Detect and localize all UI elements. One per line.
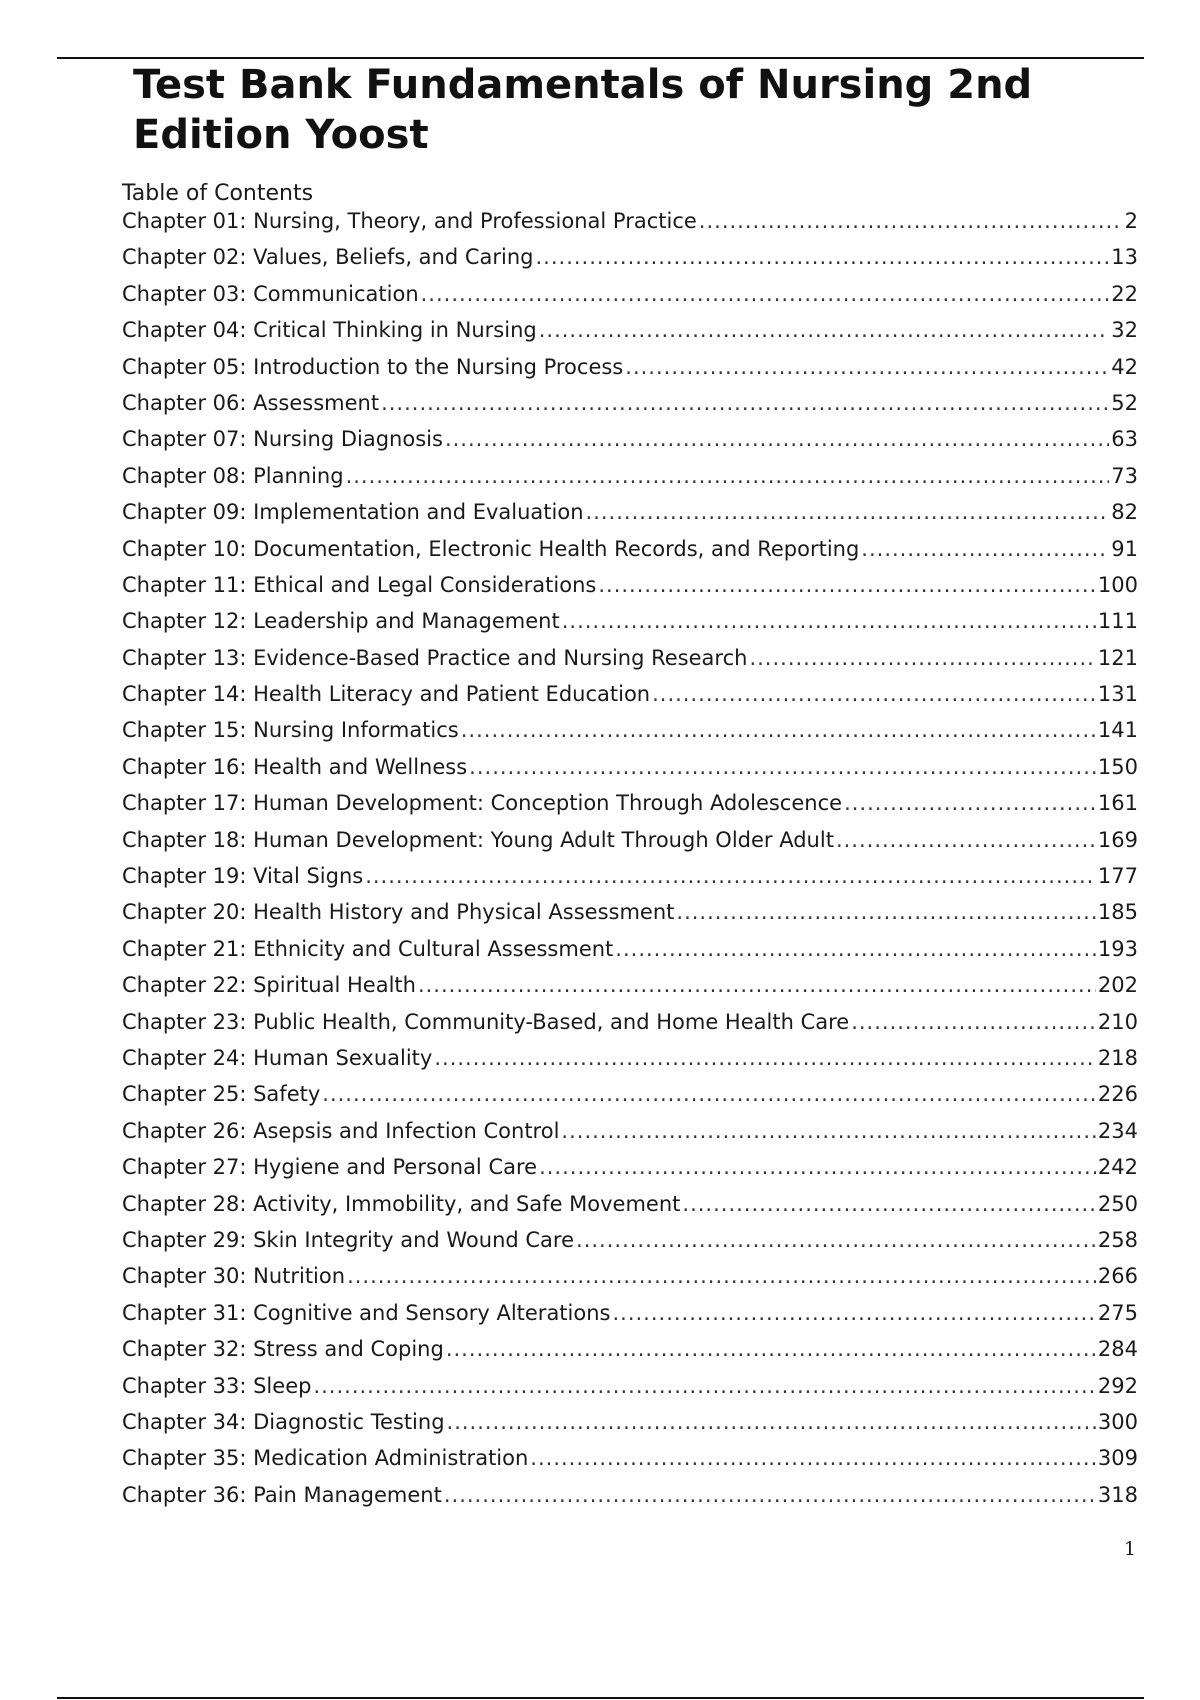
toc-dot-leader xyxy=(445,425,1109,453)
toc-entry-page: 91 xyxy=(1111,536,1138,561)
toc-entry-label: Chapter 25: Safety xyxy=(122,1082,321,1107)
toc-dot-leader xyxy=(586,498,1110,526)
toc-entry[interactable] xyxy=(122,1153,1138,1189)
toc-entry-page: 13 xyxy=(1111,245,1138,270)
toc-dot-leader xyxy=(447,1408,1096,1436)
toc-entry-label: Chapter 22: Spiritual Health xyxy=(122,973,416,998)
toc-entry[interactable] xyxy=(122,498,1138,534)
toc-entry-label: Chapter 04: Critical Thinking in Nursing xyxy=(122,318,537,343)
toc-dot-leader xyxy=(625,353,1109,381)
toc-entry[interactable] xyxy=(122,462,1138,498)
toc-dot-leader xyxy=(346,462,1110,490)
toc-dot-leader xyxy=(539,316,1110,344)
toc-entry[interactable] xyxy=(122,862,1138,898)
toc-entry-label: Chapter 05: Introduction to the Nursing Process xyxy=(122,354,624,379)
toc-entry-label: Chapter 27: Hygiene and Personal Care xyxy=(122,1155,538,1180)
toc-entry-page: 63 xyxy=(1111,427,1138,452)
toc-dot-leader xyxy=(444,1481,1096,1509)
toc-entry[interactable] xyxy=(122,1226,1138,1262)
toc-entry-label: Chapter 21: Ethnicity and Cultural Assessment xyxy=(122,936,614,961)
document-title: Test Bank Fundamentals of Nursing 2nd Edition Yoost xyxy=(133,62,1033,158)
toc-entry[interactable] xyxy=(122,1372,1138,1408)
toc-entry[interactable] xyxy=(122,1444,1138,1480)
toc-entry[interactable] xyxy=(122,1008,1138,1044)
toc-entry-page: 100 xyxy=(1097,572,1138,597)
toc-dot-leader xyxy=(381,389,1109,417)
toc-entry-label: Chapter 12: Leadership and Management xyxy=(122,609,560,634)
toc-entry[interactable] xyxy=(122,535,1138,571)
toc-entry-label: Chapter 34: Diagnostic Testing xyxy=(122,1409,445,1434)
toc-entry-label: Chapter 20: Health History and Physical Assessment xyxy=(122,900,675,925)
toc-dot-leader xyxy=(418,971,1096,999)
toc-entry-label: Chapter 18: Human Development: Young Adult Through Older Adult xyxy=(122,827,834,852)
toc-entry-page: 121 xyxy=(1097,645,1138,670)
toc-entry-page: 210 xyxy=(1097,1009,1138,1034)
toc-entry-label: Chapter 36: Pain Management xyxy=(122,1482,442,1507)
toc-entry-page: 32 xyxy=(1111,318,1138,343)
toc-entry[interactable] xyxy=(122,207,1138,243)
toc-entry-label: Chapter 32: Stress and Coping xyxy=(122,1337,444,1362)
toc-entry[interactable] xyxy=(122,716,1138,752)
toc-entry-page: 318 xyxy=(1097,1482,1138,1507)
toc-entry[interactable] xyxy=(122,1335,1138,1371)
toc-dot-leader xyxy=(539,1153,1096,1181)
toc-dot-leader xyxy=(446,1335,1096,1363)
toc-entry-page: 161 xyxy=(1097,791,1138,816)
toc-entry-label: Chapter 17: Human Development: Conception Through Adolescence xyxy=(122,791,843,816)
toc-entry[interactable] xyxy=(122,644,1138,680)
toc-entry-page: 131 xyxy=(1097,682,1138,707)
toc-entry-page: 111 xyxy=(1097,609,1138,634)
toc-entry[interactable] xyxy=(122,935,1138,971)
toc-entry[interactable] xyxy=(122,1190,1138,1226)
toc-entry-page: 292 xyxy=(1097,1373,1138,1398)
toc-dot-leader xyxy=(576,1226,1096,1254)
toc-entry-page: 185 xyxy=(1097,900,1138,925)
toc-entry-label: Chapter 28: Activity, Immobility, and Safe Movement xyxy=(122,1191,681,1216)
toc-dot-leader xyxy=(598,571,1096,599)
toc-entry[interactable] xyxy=(122,1044,1138,1080)
toc-dot-leader xyxy=(749,644,1095,672)
toc-entry-page: 234 xyxy=(1097,1118,1138,1143)
toc-entry[interactable] xyxy=(122,898,1138,934)
toc-entry-page: 42 xyxy=(1111,354,1138,379)
toc-entry-label: Chapter 10: Documentation, Electronic Health Records, and Reporting xyxy=(122,536,860,561)
bottom-rule xyxy=(57,1697,1144,1699)
toc-dot-leader xyxy=(530,1444,1096,1472)
toc-entry-label: Chapter 11: Ethical and Legal Considerations xyxy=(122,572,597,597)
toc-entry[interactable] xyxy=(122,1262,1138,1298)
toc-entry[interactable] xyxy=(122,1408,1138,1444)
toc-dot-leader xyxy=(561,1117,1095,1145)
toc-dot-leader xyxy=(536,243,1110,271)
toc-entry-label: Chapter 29: Skin Integrity and Wound Care xyxy=(122,1227,575,1252)
toc-entry-label: Chapter 19: Vital Signs xyxy=(122,864,364,889)
toc-entry-label: Chapter 30: Nutrition xyxy=(122,1264,346,1289)
toc-dot-leader xyxy=(322,1080,1096,1108)
page-number: 1 xyxy=(1123,1538,1136,1560)
toc-dot-leader xyxy=(861,535,1109,563)
toc-entry[interactable] xyxy=(122,680,1138,716)
toc-entry-label: Chapter 15: Nursing Informatics xyxy=(122,718,459,743)
toc-entry-label: Chapter 01: Nursing, Theory, and Professional Practice xyxy=(122,209,697,233)
toc-entry[interactable] xyxy=(122,353,1138,389)
toc-entry-page: 309 xyxy=(1097,1446,1138,1471)
toc-entry-page: 82 xyxy=(1111,500,1138,525)
toc-entry-label: Chapter 26: Asepsis and Infection Control xyxy=(122,1118,560,1143)
toc-entry-page: 150 xyxy=(1097,754,1138,779)
toc-dot-leader xyxy=(836,826,1096,854)
toc-dot-leader xyxy=(676,898,1096,926)
toc-dot-leader xyxy=(421,280,1110,308)
toc-entry[interactable] xyxy=(122,826,1138,862)
toc-entry-label: Chapter 13: Evidence-Based Practice and Nursing Research xyxy=(122,645,748,670)
toc-entry-page: 193 xyxy=(1097,936,1138,961)
toc-dot-leader xyxy=(469,753,1096,781)
toc-dot-leader xyxy=(612,1299,1095,1327)
toc-entry-page: 169 xyxy=(1097,827,1138,852)
toc-entry-page: 177 xyxy=(1097,864,1138,889)
table-of-contents xyxy=(122,207,1138,1517)
toc-dot-leader xyxy=(851,1008,1096,1036)
toc-entry[interactable] xyxy=(122,1117,1138,1153)
toc-entry-page: 141 xyxy=(1097,718,1138,743)
toc-dot-leader xyxy=(652,680,1096,708)
toc-entry[interactable] xyxy=(122,971,1138,1007)
toc-dot-leader xyxy=(313,1372,1095,1400)
toc-entry[interactable] xyxy=(122,789,1138,825)
toc-dot-leader xyxy=(434,1044,1096,1072)
toc-entry-label: Chapter 31: Cognitive and Sensory Alterations xyxy=(122,1300,611,1325)
toc-entry-page: 250 xyxy=(1097,1191,1138,1216)
toc-entry-page: 52 xyxy=(1111,390,1138,415)
toc-entry-label: Chapter 07: Nursing Diagnosis xyxy=(122,427,443,452)
toc-entry-label: Chapter 02: Values, Beliefs, and Caring xyxy=(122,245,534,270)
toc-entry-page: 275 xyxy=(1097,1300,1138,1325)
toc-dot-leader xyxy=(347,1262,1096,1290)
toc-entry[interactable] xyxy=(122,753,1138,789)
toc-entry-label: Chapter 33: Sleep xyxy=(122,1373,312,1398)
toc-entry-page: 266 xyxy=(1097,1264,1138,1289)
toc-entry[interactable] xyxy=(122,1481,1138,1517)
toc-entry[interactable] xyxy=(122,389,1138,425)
toc-entry[interactable] xyxy=(122,280,1138,316)
toc-entry-label: Chapter 03: Communication xyxy=(122,281,419,306)
toc-entry-page: 284 xyxy=(1097,1337,1138,1362)
toc-entry[interactable] xyxy=(122,243,1138,279)
toc-entry-label: Chapter 09: Implementation and Evaluation xyxy=(122,500,584,525)
top-rule xyxy=(57,57,1144,59)
toc-dot-leader xyxy=(699,207,1123,235)
toc-entry[interactable] xyxy=(122,571,1138,607)
toc-dot-leader xyxy=(461,716,1096,744)
toc-entry-page: 202 xyxy=(1097,973,1138,998)
toc-entry-page: 218 xyxy=(1097,1045,1138,1070)
toc-entry-page: 226 xyxy=(1097,1082,1138,1107)
toc-dot-leader xyxy=(365,862,1096,890)
toc-entry-label: Chapter 08: Planning xyxy=(122,463,344,488)
toc-entry[interactable] xyxy=(122,425,1138,461)
toc-entry-page: 2 xyxy=(1124,209,1138,233)
toc-entry-page: 258 xyxy=(1097,1227,1138,1252)
toc-dot-leader xyxy=(682,1190,1096,1218)
toc-entry[interactable] xyxy=(122,1080,1138,1116)
toc-dot-leader xyxy=(844,789,1096,817)
toc-dot-leader xyxy=(615,935,1096,963)
toc-entry-label: Chapter 06: Assessment xyxy=(122,390,380,415)
toc-entry-page: 300 xyxy=(1097,1409,1138,1434)
toc-entry-page: 22 xyxy=(1111,281,1138,306)
toc-entry-label: Chapter 16: Health and Wellness xyxy=(122,754,468,779)
toc-dot-leader xyxy=(562,607,1096,635)
toc-entry-label: Chapter 24: Human Sexuality xyxy=(122,1045,433,1070)
toc-entry[interactable] xyxy=(122,607,1138,643)
toc-entry-label: Chapter 35: Medication Administration xyxy=(122,1446,529,1471)
toc-entry-page: 242 xyxy=(1097,1155,1138,1180)
toc-entry[interactable] xyxy=(122,1299,1138,1335)
toc-entry-page: 73 xyxy=(1111,463,1138,488)
toc-entry-label: Chapter 23: Public Health, Community-Based, and Home Health Care xyxy=(122,1009,850,1034)
toc-entry-label: Chapter 14: Health Literacy and Patient Education xyxy=(122,682,651,707)
toc-heading: Table of Contents xyxy=(122,181,314,206)
toc-entry[interactable] xyxy=(122,316,1138,352)
